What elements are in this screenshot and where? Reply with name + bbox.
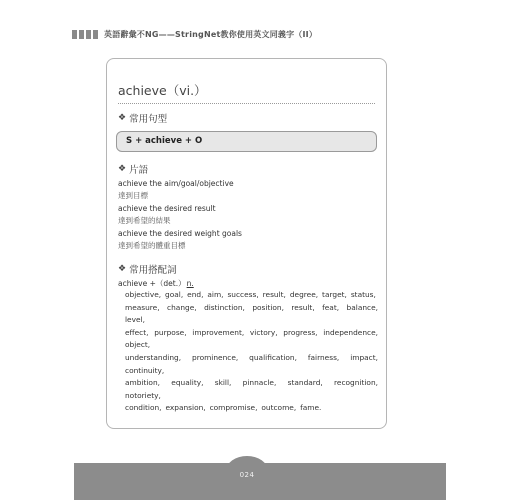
diamond-bullet-icon: ❖ (118, 113, 127, 123)
diamond-bullet-icon: ❖ (118, 164, 127, 174)
collocation-formula-prefix: achieve +（det.） (118, 279, 186, 288)
collocation-list (125, 289, 378, 415)
section-heading-patterns (118, 111, 167, 125)
collocation-line: measure, change, distinction, position, result, feat, balance, level, (125, 302, 378, 325)
section-heading-label: 常用句型 (129, 114, 168, 125)
collocation-line: ambition, equality, skill, pinnacle, standard, recognition, notoriety, (125, 378, 378, 400)
entry-card (106, 58, 387, 429)
header-block (93, 30, 98, 39)
diamond-bullet-icon: ❖ (118, 264, 127, 274)
collocation-line: understanding, prominence, qualification, fairness, impact, continuity, (125, 352, 378, 375)
headword: achieve（vi.） (118, 83, 207, 98)
page-number: 024 (239, 471, 255, 479)
header-block (79, 30, 84, 39)
section-heading-phrases (118, 162, 148, 176)
phrase-english: achieve the aim/goal/objective (118, 179, 234, 188)
sentence-pattern-box (116, 131, 377, 152)
collocation-line: objective, goal, end, aim, success, result, degree, target, status, (125, 290, 376, 299)
title-divider (118, 103, 375, 104)
section-heading-collocations (118, 262, 177, 276)
sentence-pattern: S + achieve + O (126, 136, 203, 146)
phrase-chinese: 達到目標 (118, 191, 148, 201)
phrase-english: achieve the desired result (118, 203, 216, 213)
collocation-line: condition, expansion, compromise, outcome, fame. (125, 403, 322, 413)
collocation-line: effect, purpose, improvement, victory, progress, independence, object, (125, 327, 378, 350)
header-block (72, 30, 77, 39)
phrase-chinese: 達到希望的結果 (118, 216, 171, 226)
header-block (86, 30, 91, 39)
book-title: 英語辭彙不NG——StringNet教你使用英文同義字（II） (104, 29, 318, 39)
phrase-chinese: 達到希望的體重目標 (118, 240, 186, 250)
phrase-list (118, 178, 242, 252)
header-decoration (72, 30, 98, 39)
phrase-english: achieve the desired weight goals (118, 228, 242, 238)
collocation-formula (118, 278, 194, 289)
section-heading-label: 片語 (129, 165, 149, 176)
running-header (72, 27, 317, 41)
collocation-formula-noun: n. (186, 279, 194, 288)
section-heading-label: 常用搭配詞 (129, 265, 177, 276)
